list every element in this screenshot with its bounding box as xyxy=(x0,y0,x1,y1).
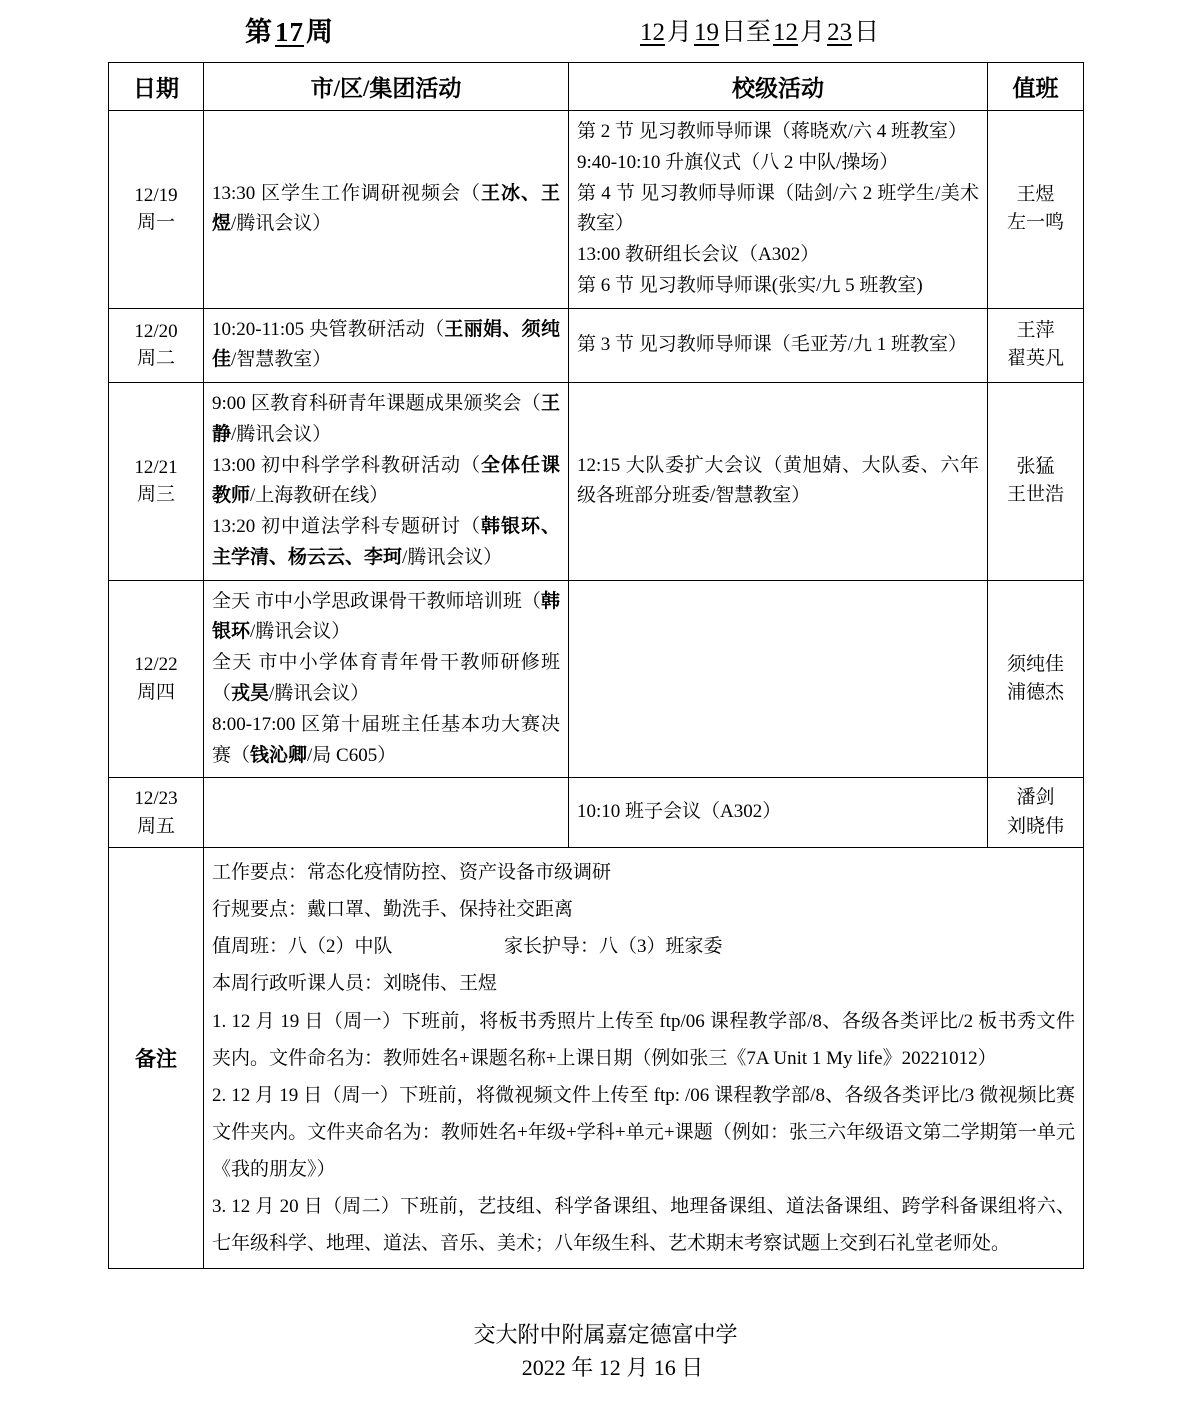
activity-text: 全天 市中小学思政课骨干教师培训班（ xyxy=(212,590,541,612)
activity-line xyxy=(577,240,979,271)
activity-text: /智慧教室） xyxy=(231,349,332,371)
duty-person: 浦德杰 xyxy=(1006,682,1064,704)
activity-participants: 韩银环、主学清、杨云云、李珂 xyxy=(212,516,560,568)
cell-date xyxy=(109,778,204,848)
cell-date xyxy=(109,383,204,581)
activity-text: 13:30 区学生工作调研视频会（ xyxy=(212,182,481,204)
cell-school-activities xyxy=(569,111,988,309)
activity-line xyxy=(212,451,560,513)
notes-item: 3. 12 月 20 日（周二）下班前，艺技组、科学备课组、地理备课组、道法备课组、跨学科备课组将六、七年级科学、地理、道法、音乐、美术；八年级生科、艺术期末考察试题上交到石礼堂老师处。 xyxy=(212,1195,1075,1254)
date-value: 12/19 xyxy=(134,184,178,206)
activity-line xyxy=(212,587,560,649)
footer-school-name: 交大附中附属嘉定德富中学 xyxy=(473,1322,738,1347)
notes-item: 2. 12 月 19 日（周一）下班前，将微视频文件上传至 ftp: /06 课程教学部/8、各级各类评比/3 微视频比赛文件夹内。文件夹命名为：教师姓名+年级+学科+单元+课题（例如：张三六年级语文第二学期第一单元《我的朋友》） xyxy=(212,1084,1075,1180)
date-value: 12/22 xyxy=(134,654,178,676)
activity-text: /局 C605） xyxy=(307,744,397,766)
duty-person: 王世浩 xyxy=(1006,484,1064,506)
notes-body xyxy=(204,848,1084,1269)
activity-text: /腾讯会议） xyxy=(231,423,332,445)
activity-text: 第 2 节 见习教师导师课（蒋晓欢/六 4 班教室） xyxy=(577,121,968,142)
activity-text: /腾讯会议） xyxy=(269,683,370,705)
activity-line xyxy=(577,451,979,513)
notes-weekly-duty-class: 值周班：八（2）中队 xyxy=(212,936,393,958)
activity-participants: 全体任课教师 xyxy=(212,454,560,507)
cell-city-activities xyxy=(204,383,569,581)
activity-text: /腾讯会议） xyxy=(402,546,503,568)
activity-text: 第 3 节 见习教师导师课（毛亚芳/九 1 班教室） xyxy=(577,333,968,355)
activity-text: 9:00 区教育科研青年课题成果颁奖会（ xyxy=(212,393,541,415)
duty-person: 王煜 xyxy=(1016,183,1055,205)
activity-line xyxy=(212,710,560,772)
document-footer xyxy=(0,1318,1191,1384)
weekday-value: 周三 xyxy=(136,484,175,506)
table-row xyxy=(109,308,1084,383)
duty-person: 潘剑 xyxy=(1016,787,1055,809)
month-char-1: 月 xyxy=(667,19,693,46)
weekday-value: 周四 xyxy=(136,682,175,704)
table-row xyxy=(109,383,1084,581)
cell-date xyxy=(109,580,204,778)
range-to-char: 至 xyxy=(746,19,772,46)
activity-text: 10:10 班子会议（A302） xyxy=(577,801,782,823)
week-suffix: 周 xyxy=(306,17,334,47)
activity-line xyxy=(577,148,979,179)
activity-participants: 王丽娟、须纯佳 xyxy=(212,318,560,371)
activity-participants: 王冰、王煜 xyxy=(212,182,560,235)
activity-line xyxy=(212,512,560,574)
cell-school-activities xyxy=(569,778,988,848)
footer-date: 2022 年 12 月 16 日 xyxy=(521,1355,704,1380)
cell-duty xyxy=(988,580,1084,778)
weekday-value: 周二 xyxy=(136,348,175,370)
activity-text: 第 4 节 见习教师导师课（陆剑/六 2 班学生/美术教室） xyxy=(577,182,979,235)
duty-person: 左一鸣 xyxy=(1006,212,1064,234)
activity-line xyxy=(212,648,560,710)
notes-label: 备注 xyxy=(109,848,204,1269)
date-value: 12/23 xyxy=(134,788,178,810)
table-row xyxy=(109,580,1084,778)
column-header-date: 日期 xyxy=(109,63,204,111)
cell-school-activities xyxy=(569,383,988,581)
activity-line xyxy=(577,179,979,241)
date-value: 12/20 xyxy=(134,320,178,342)
cell-date xyxy=(109,308,204,383)
activity-text: 12:15 大队委扩大会议（黄旭婧、大队委、六年级各班部分班委/智慧教室） xyxy=(577,454,979,507)
notes-admin-observers: 本周行政听课人员：刘晓伟、王煜 xyxy=(212,973,498,995)
duty-person: 须纯佳 xyxy=(1006,653,1064,675)
notes-work-points: 工作要点：常态化疫情防控、资产设备市级调研 xyxy=(212,862,612,884)
notes-duty-line xyxy=(212,928,1075,965)
duty-person: 刘晓伟 xyxy=(1006,815,1064,837)
week-number: 17 xyxy=(275,17,304,47)
weekday-value: 周一 xyxy=(136,212,175,234)
activity-line xyxy=(212,179,560,241)
table-row xyxy=(109,111,1084,309)
date-range xyxy=(638,12,879,48)
cell-duty xyxy=(988,308,1084,383)
cell-duty xyxy=(988,383,1084,581)
table-body xyxy=(109,111,1084,1269)
activity-text: 10:20-11:05 央管教研活动（ xyxy=(212,318,445,340)
table-header xyxy=(109,63,1084,111)
activity-text: 全天 市中小学体育青年骨干教师研修班（ xyxy=(212,652,560,705)
month-char-2: 月 xyxy=(800,19,826,46)
cell-duty xyxy=(988,111,1084,309)
week-prefix: 第 xyxy=(245,17,273,47)
activity-participants: 钱沁卿 xyxy=(250,744,308,766)
range-month-end: 12 xyxy=(773,19,799,46)
activity-line xyxy=(577,797,979,828)
notes-row xyxy=(109,848,1084,1269)
activity-text: 8:00-17:00 区第十届班主任基本功大赛决赛（ xyxy=(212,713,560,766)
activity-text: 13:00 教研组长会议（A302） xyxy=(577,244,820,266)
range-month-start: 12 xyxy=(640,19,665,46)
cell-city-activities xyxy=(204,308,569,383)
duty-person: 张猛 xyxy=(1016,455,1055,477)
activity-line xyxy=(577,330,979,361)
activity-text: 13:20 初中道法学科专题研讨（ xyxy=(212,516,481,538)
duty-person: 翟英凡 xyxy=(1006,348,1064,370)
cell-city-activities xyxy=(204,580,569,778)
range-day-end: 23 xyxy=(827,19,853,46)
cell-city-activities xyxy=(204,111,569,309)
notes-parent-escort: 家长护导：八（3）班家委 xyxy=(504,936,723,958)
activity-line xyxy=(212,315,560,377)
activity-participants: 戎昊 xyxy=(231,683,270,705)
activity-line xyxy=(577,117,979,148)
cell-city-activities xyxy=(204,778,569,848)
week-title xyxy=(245,10,334,49)
activity-participants: 王静 xyxy=(212,393,560,445)
day-char-1: 日 xyxy=(721,19,747,46)
column-header-city-activities: 市/区/集团活动 xyxy=(204,63,569,111)
activity-line xyxy=(212,389,560,451)
document-header xyxy=(0,0,1191,56)
cell-school-activities xyxy=(569,308,988,383)
activity-text: /腾讯会议） xyxy=(231,213,332,235)
column-header-school-activities: 校级活动 xyxy=(569,63,988,111)
weekday-value: 周五 xyxy=(136,815,175,837)
cell-duty xyxy=(988,778,1084,848)
column-header-duty: 值班 xyxy=(988,63,1084,111)
table-row xyxy=(109,778,1084,848)
cell-date xyxy=(109,111,204,309)
duty-person: 王萍 xyxy=(1016,319,1055,341)
notes-item: 1. 12 月 19 日（周一）下班前，将板书秀照片上传至 ftp/06 课程教学部/8、各级各类评比/2 板书秀文件夹内。文件命名为：教师姓名+课题名称+上课日期（例如张三《7A Unit 1 My life》20221012） xyxy=(212,1010,1075,1069)
activity-text: /上海教研在线） xyxy=(250,485,389,507)
header-row xyxy=(109,63,1084,111)
range-day-start: 19 xyxy=(694,19,720,46)
activity-line xyxy=(577,271,979,302)
day-char-2: 日 xyxy=(854,19,880,46)
date-value: 12/21 xyxy=(134,456,178,478)
activity-participants: 韩银环 xyxy=(212,590,560,643)
weekly-schedule-table xyxy=(108,62,1084,1269)
activity-text: 第 6 节 见习教师导师课(张实/九 5 班教室) xyxy=(577,274,923,296)
activity-text: /腾讯会议） xyxy=(250,621,351,643)
activity-text: 13:00 初中科学学科教研活动（ xyxy=(212,454,481,476)
notes-conduct-points: 行规要点：戴口罩、勤洗手、保持社交距离 xyxy=(212,899,574,921)
cell-school-activities xyxy=(569,580,988,778)
activity-text: 9:40-10:10 升旗仪式（八 2 中队/操场） xyxy=(577,151,899,173)
